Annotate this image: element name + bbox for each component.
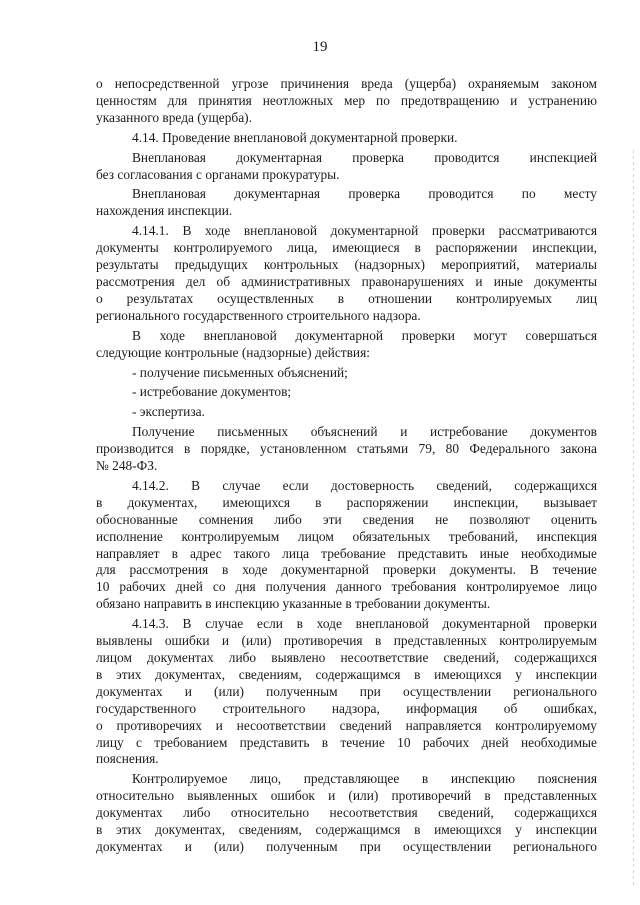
- text-line: 10 рабочих дней со дня получения данного требования контролируемое лицо: [96, 579, 597, 595]
- text-line: В ходе внеплановой документарной проверки могут совершаться: [132, 327, 597, 343]
- text-line: о результатах осуществленных в отношении контролируемых лиц: [96, 290, 597, 306]
- text-line: № 248-ФЗ.: [96, 458, 158, 474]
- text-line: лицу с требованием представить в течение 10 рабочих дней необходимые: [96, 734, 597, 750]
- text-line: 4.14.1. В ходе внеплановой документарной проверки рассматриваются: [132, 223, 597, 239]
- text-line: государственного строительного надзора, информация об ошибках,: [96, 700, 597, 716]
- text-line: Внеплановая документарная проверка проводится инспекцией: [132, 149, 597, 165]
- text-line: в этих документах, сведениям, содержащимся в имеющихся у инспекции: [96, 822, 597, 838]
- text-line: производится в порядке, установленном статьями 79, 80 Федерального закона: [96, 441, 597, 457]
- text-line: документы контролируемого лица, имеющиеся в распоряжении инспекции,: [96, 240, 597, 256]
- text-line: Контролируемое лицо, представляющее в инспекцию пояснения: [132, 771, 597, 787]
- text-line: в этих документах, сведениям, содержащимся в имеющихся у инспекции: [96, 666, 597, 682]
- text-line: в документах, имеющихся в распоряжении инспекции, вызывает: [96, 494, 597, 510]
- document-body: [96, 76, 597, 856]
- text-line: выявлены ошибки и (или) противоречия в представленных контролируемым: [96, 633, 597, 649]
- text-line: Внеплановая документарная проверка проводится по месту: [132, 186, 597, 202]
- text-line: 4.14.2. В случае если достоверность сведений, содержащихся: [132, 477, 597, 493]
- scan-edge-artifact: [633, 150, 634, 885]
- text-line: рассмотрения дел об административных правонарушениях и иные документы: [96, 273, 597, 289]
- text-line: обязано направить в инспекцию указанные в требовании документы.: [96, 596, 491, 612]
- text-line: нахождения инспекции.: [96, 203, 233, 219]
- text-line: для рассмотрения в ходе документарной проверки документы. В течение: [96, 562, 597, 578]
- text-line: указанного вреда (ущерба).: [96, 109, 252, 125]
- text-line: - экспертиза.: [132, 404, 205, 420]
- text-line: без согласования с органами прокуратуры.: [96, 166, 340, 182]
- text-line: исполнение контролируемым лицом обязательных требований, инспекция: [96, 528, 597, 544]
- text-line: Получение письменных объяснений и истребование документов: [132, 424, 597, 440]
- text-line: обоснованные сомнения либо эти сведения не позволяют оценить: [96, 511, 597, 527]
- text-line: регионального государственного строительного надзора.: [96, 307, 421, 323]
- text-line: 4.14. Проведение внеплановой документарной проверки.: [132, 129, 458, 145]
- text-line: пояснения.: [96, 751, 159, 767]
- text-line: - получение письменных объяснений;: [132, 364, 348, 380]
- text-line: документах и (или) полученным при осуществлении регионального: [96, 683, 597, 699]
- text-line: документах либо относительно несоответствия сведений, содержащихся: [96, 805, 597, 821]
- text-line: 4.14.3. В случае если в ходе внеплановой документарной проверки: [132, 616, 597, 632]
- text-line: ценностям для принятия неотложных мер по предотвращению и устранению: [96, 92, 597, 108]
- text-line: относительно выявленных ошибок и (или) противоречий в представленных: [96, 788, 597, 804]
- text-line: о непосредственной угрозе причинения вреда (ущерба) охраняемым законом: [96, 76, 597, 91]
- text-line: результаты предыдущих контрольных (надзорных) мероприятий, материалы: [96, 257, 597, 273]
- text-line: следующие контрольные (надзорные) действия:: [96, 344, 370, 360]
- text-line: лицом документах либо выявлено несоответствие сведений, содержащихся: [96, 650, 597, 665]
- text-line: о противоречиях и несоответствии сведений направляется контролируемому: [96, 717, 597, 733]
- text-line: документах и (или) полученным при осуществлении регионального: [96, 838, 597, 854]
- page-number: 19: [312, 39, 328, 55]
- text-line: - истребование документов;: [132, 384, 292, 400]
- text-line: направляет в адрес такого лица требование представить иные необходимые: [96, 545, 597, 561]
